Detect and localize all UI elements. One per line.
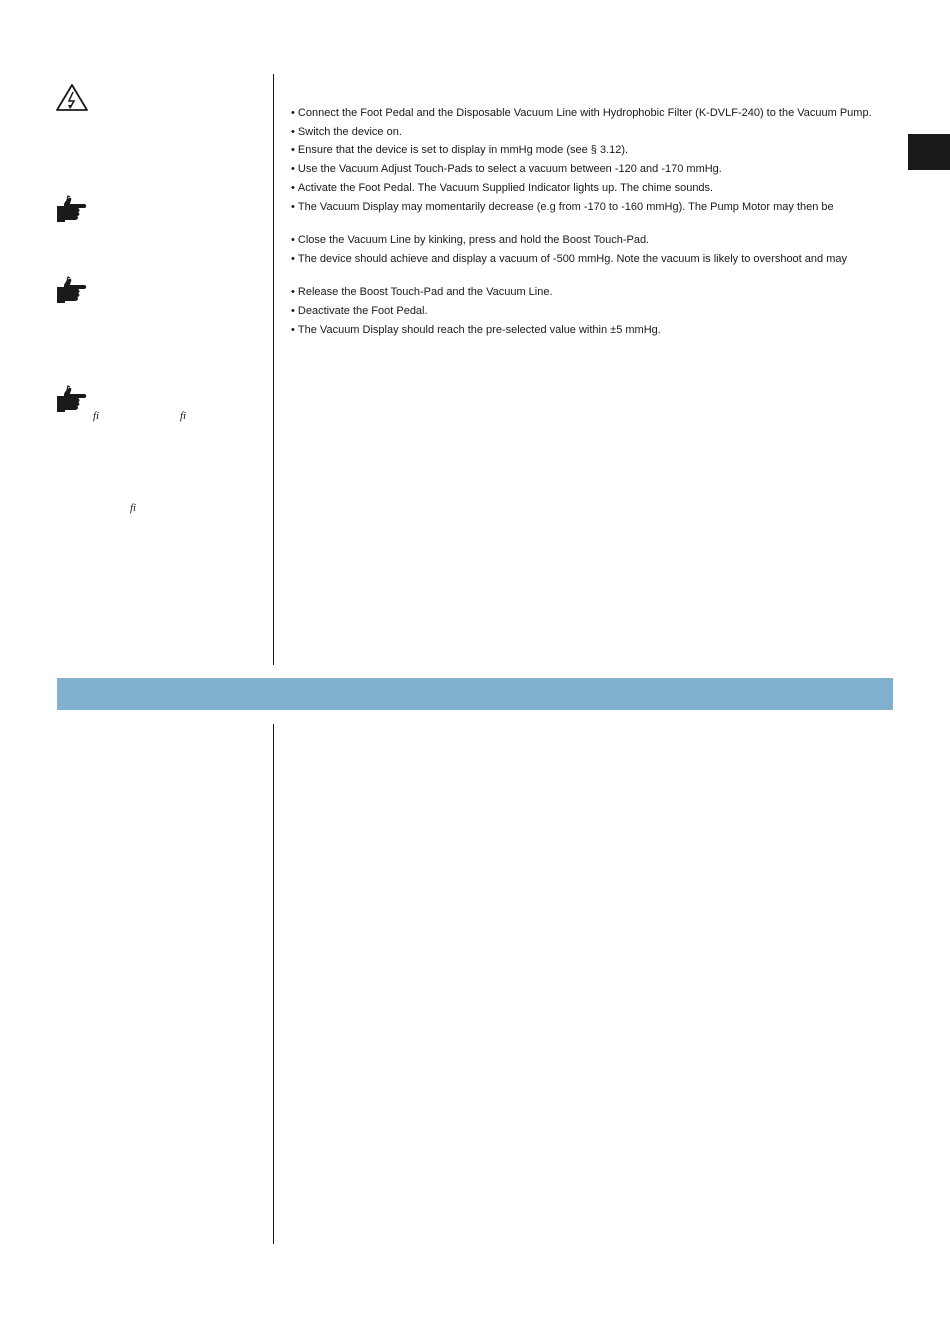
column-divider-top	[273, 74, 274, 665]
test-step-item: • Switch the device on.	[291, 126, 893, 139]
test-step-item: • Activate the Foot Pedal. The Vacuum Supplied Indicator lights up. The chime sounds.	[291, 182, 893, 195]
test-step-item: • The device should achieve and display a vacuum of -500 mmHg. Note the vacuum is likely to overshoot and may	[291, 253, 893, 266]
test-step-item: • Ensure that the device is set to display in mmHg mode (see § 3.12).	[291, 144, 893, 157]
test-step-item: • Deactivate the Foot Pedal.	[291, 305, 893, 318]
ligature-fragment: fi	[180, 410, 187, 422]
test-step-item: • The Vacuum Display should reach the pre-selected value within ±5 mmHg.	[291, 324, 893, 337]
ligature-fragment: fi	[130, 502, 137, 514]
test-step-item: • The Vacuum Display may momentarily decrease (e.g from -170 to -160 mmHg). The Pump Motor may then be	[291, 201, 893, 214]
test-step-item: • Connect the Foot Pedal and the Disposable Vacuum Line with Hydrophobic Filter (K-DVLF-240) to the Vacuum Pump.	[291, 107, 893, 120]
test-step-item: • Release the Boost Touch-Pad and the Vacuum Line.	[291, 286, 893, 299]
pointing-hand-note-icon	[54, 194, 88, 224]
pointing-hand-note-icon	[54, 384, 88, 414]
pointing-hand-note-icon	[54, 275, 88, 305]
section-heading-band	[57, 678, 893, 710]
column-divider-bottom	[273, 724, 274, 1244]
side-tab-marker	[908, 134, 950, 170]
high-voltage-warning-icon	[55, 83, 89, 113]
test-step-item: • Close the Vacuum Line by kinking, press and hold the Boost Touch-Pad.	[291, 234, 893, 247]
ligature-fragment: fi	[93, 410, 100, 422]
test-step-item: • Use the Vacuum Adjust Touch-Pads to select a vacuum between -120 and -170 mmHg.	[291, 163, 893, 176]
